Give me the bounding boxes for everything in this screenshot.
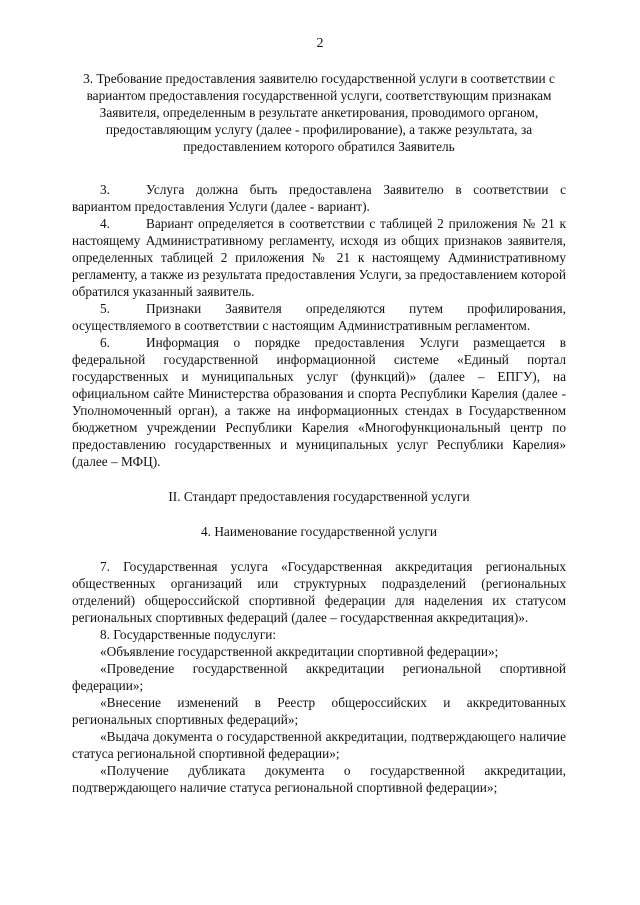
subservice-item: «Получение дубликата документа о государственной аккредитации, подтверждающего наличие статуса региональной спортивной федерации»; [72, 763, 566, 795]
paragraph-4 [72, 215, 566, 300]
paragraph-text: Услуга должна быть предоставлена Заявителю в соответствии с вариантом предоставления Услуги (далее - вариант). [72, 182, 566, 214]
subservice-item: «Выдача документа о государственной аккредитации, подтверждающего наличие статуса региональной спортивной федерации»; [72, 729, 566, 761]
paragraph-number: 6. [100, 335, 110, 350]
section-3-heading: 3. Требование предоставления заявителю государственной услуги в соответствии с вариантом предоставления государственной услуги, соответствующим признакам Заявителя, определенным в результате анкетирования, проводимого органом, предоставляющим услугу (далее - профилирование), а также результата, за предоставлением которого обратился Заявитель [83, 71, 555, 154]
subservice-item: «Объявление государственной аккредитации спортивной федерации»; [100, 644, 499, 659]
paragraph-number: 5. [100, 301, 110, 316]
paragraph-3 [72, 181, 566, 215]
paragraphs-group-1 [72, 181, 566, 470]
section-ii-title: II. Стандарт предоставления государственной услуги [168, 489, 470, 504]
paragraph-text: Информация о порядке предоставления Услуги размещается в федеральной государственной информационной системе «Единый портал государственных и муниципальных услуг (функций)» (далее – ЕПГУ), на официальном сайте Министерства образования и спорта Республики Карелия (далее - Уполномоченный орган), а также на информационных стендах в Государственном бюджетном учреждении Республики Карелия «Многофункциональный центр по предоставлению государственных и муниципальных услуг Республики Карелия» (далее – МФЦ). [72, 335, 566, 469]
paragraph-5 [72, 300, 566, 334]
paragraph-8: 8. Государственные подуслуги: [100, 627, 277, 642]
paragraph-7: 7. Государственная услуга «Государственная аккредитация региональных общественных организаций или структурных подразделений (региональных отделений) общероссийской спортивной федерации для наделения их статусом региональных спортивных федераций (далее – государственная аккредитация)». [72, 559, 566, 625]
document-content [72, 70, 566, 796]
section-4-title: 4. Наименование государственной услуги [201, 524, 437, 539]
subservices-list [72, 643, 566, 796]
subservice-item: «Проведение государственной аккредитации региональной спортивной федерации»; [72, 661, 566, 693]
subservice-item: «Внесение изменений в Реестр общероссийских и аккредитованных региональных спортивных федераций»; [72, 695, 566, 727]
paragraph-6 [72, 334, 566, 470]
paragraph-text: Признаки Заявителя определяются путем профилирования, осуществляемого в соответствии с настоящим Административным регламентом. [72, 301, 566, 333]
page-number: 2 [316, 36, 324, 51]
paragraph-text: Вариант определяется в соответствии с таблицей 2 приложения № 21 к настоящему Административному регламенту, исходя из общих признаков заявителя, определенных таблицей 2 приложения № 21 к настоящему Административному регламенту, а также из результата предоставления Услуги, за предоставлением которой обратился указанный заявитель. [72, 216, 566, 299]
paragraph-number: 3. [100, 182, 110, 197]
paragraph-number: 4. [100, 216, 110, 231]
